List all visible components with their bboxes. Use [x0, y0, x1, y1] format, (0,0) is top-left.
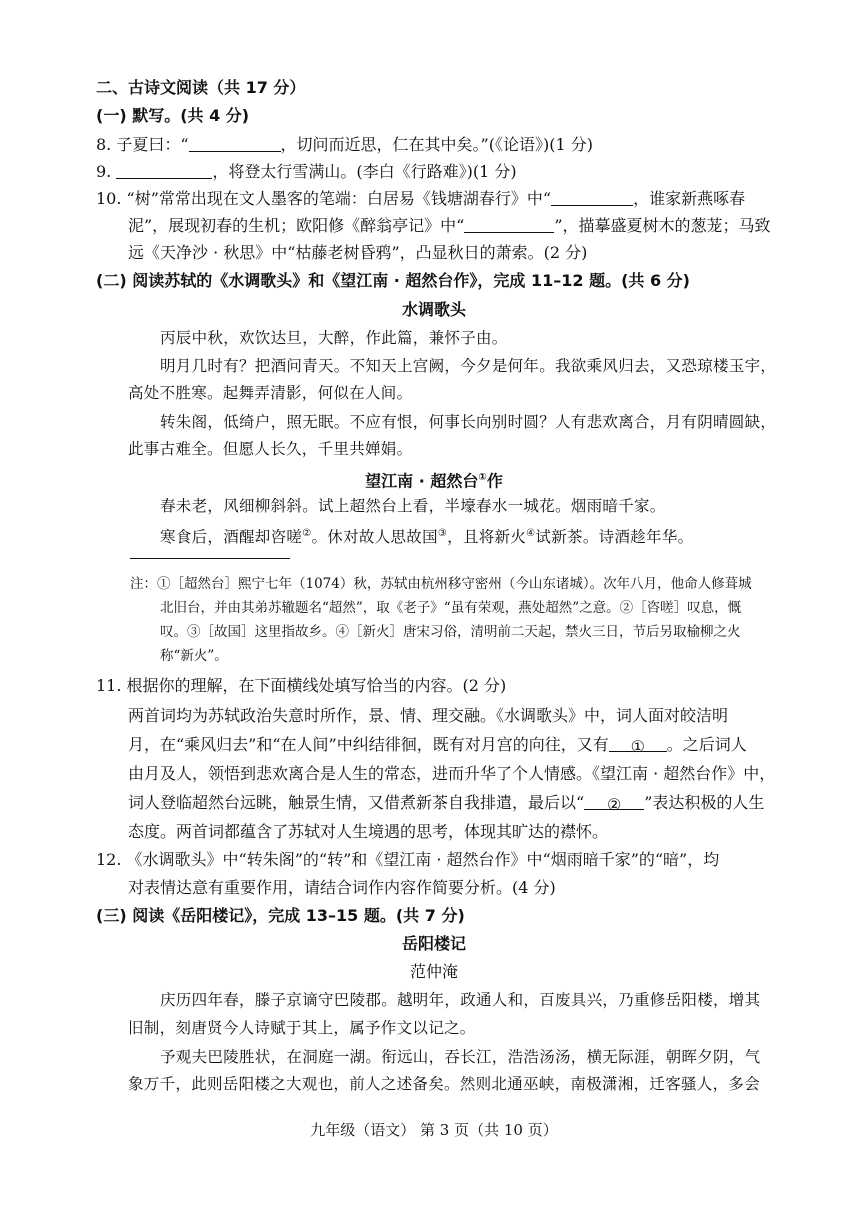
essay-line: 庆历四年春，滕子京谪守巴陵郡。越明年，政通人和，百废具兴，乃重修岳阳楼，增其 — [160, 991, 761, 1009]
q11-text: ”表达积极的人生 — [644, 793, 765, 812]
footnote-marker: ① — [478, 472, 487, 483]
q9-text: ，将登太行雪满山。(李白《行路难》)(1 分) — [212, 162, 517, 181]
footnote-marker: ② — [302, 528, 312, 539]
footnote-marker: ③ — [437, 528, 448, 539]
poem1-line: 高处不胜寒。起舞弄清影，何似在人间。 — [128, 384, 413, 402]
question-10-line2 — [128, 214, 792, 238]
q9-number: 9. — [96, 162, 112, 181]
poem2-text-d: 试新茶。诗酒趁年华。 — [535, 528, 694, 547]
q8-text-b: ，切问而近思，仁在其中矣。”(《论语》)(1 分) — [280, 135, 593, 154]
question-10-line3: 远《天净沙 · 秋思》中“枯藤老树昏鸦”，凸显秋日的萧索。(2 分) — [128, 243, 588, 262]
q11-paragraph-line: 两首词均为苏轼政治失意时所作，景、情、理交融。《水调歌头》中，词人面对皎洁明 — [128, 706, 729, 725]
q8-blank[interactable] — [189, 135, 281, 152]
poem1-title: 水调歌头 — [401, 300, 466, 319]
q10-text-c: 泥”，展现初春的生机；欧阳修《醉翁亭记》中“ — [128, 216, 465, 235]
q11-text: 。之后词人 — [666, 735, 747, 754]
footnote-marker: ④ — [526, 528, 536, 539]
q10-blank1[interactable] — [551, 189, 633, 206]
q10-text-b: ，谁家新燕啄春 — [633, 189, 746, 208]
poem2-title-text: 望江南 · 超然台 — [365, 471, 479, 491]
note-line: 叹。③［故国］这里指故乡。④［新火］唐宋习俗，清明前二天起，禁火三日，节后另取榆柳之火 — [160, 624, 741, 640]
notes-divider — [130, 558, 290, 559]
essay-line: 象万千，此则岳阳楼之大观也，前人之述备矣。然则北通巫峡，南极潇湘，迁客骚人，多会 — [128, 1075, 761, 1093]
essay-title: 岳阳楼记 — [401, 934, 466, 953]
poem2-text-b: 。休对故人思故国 — [311, 528, 438, 547]
poem2-line1: 春未老，风细柳斜斜。试上超然台上看，半壕春水一城花。烟雨暗千家。 — [160, 497, 666, 515]
part3-heading: (三) 阅读《岳阳楼记》，完成 13–15 题。(共 7 分) — [96, 906, 465, 925]
essay-line: 旧制，刻唐贤今人诗赋于其上，属予作文以记之。 — [128, 1019, 476, 1037]
poem1-line: 转朱阁，低绮户，照无眠。不应有恨，何事长向别时圆？人有悲欢离合，月有阴晴圆缺， — [160, 413, 777, 431]
q11-paragraph-line — [128, 733, 792, 757]
q11-text: 月，在“乘风归去”和“在人间”中纠结徘徊，既有对月宫的向往，又有 — [128, 735, 609, 754]
q10-blank2[interactable] — [464, 216, 554, 233]
part1-heading: (一) 默写。(共 4 分) — [96, 106, 250, 125]
q9-blank[interactable] — [116, 162, 212, 179]
poem1-preface: 丙辰中秋，欢饮达旦，大醉，作此篇，兼怀子由。 — [160, 329, 508, 347]
essay-line: 予观夫巴陵胜状，在洞庭一湖。衔远山，吞长江，浩浩汤汤，横无际涯，朝晖夕阴，气 — [160, 1048, 761, 1066]
poem2-line2 — [160, 522, 792, 549]
q11-blank-2[interactable]: ② — [584, 793, 644, 810]
section-title: 二、古诗文阅读（共 17 分） — [96, 78, 306, 97]
question-8 — [96, 133, 792, 157]
poem2-text-a: 寒食后，酒醒却咨嗟 — [160, 528, 303, 547]
note-line: 注：①［超然台］熙宁七年（1074）秋，苏轼由杭州移守密州（今山东诸城）。次年八月，他命人修葺城 — [130, 576, 752, 592]
poem2-text-c: ，且将新火 — [447, 528, 527, 547]
poem2-title-end: 作 — [486, 471, 503, 491]
poem1-line: 此事古难全。但愿人长久，千里共婵娟。 — [128, 440, 413, 458]
part2-heading: (二) 阅读苏轼的《水调歌头》和《望江南 · 超然台作》，完成 11–12 题。(共 6 分) — [96, 271, 690, 290]
q11-paragraph-line — [128, 791, 792, 815]
q10-text-d: ”，描摹盛夏树木的葱茏；马致 — [554, 216, 771, 235]
q11-paragraph-line: 由月及人，领悟到悲欢离合是人生的常态，进而升华了个人情感。《望江南 · 超然台作》中， — [128, 764, 776, 783]
essay-author: 范仲淹 — [409, 962, 458, 981]
question-12-line2: 对表情达意有重要作用，请结合词作内容作简要分析。(4 分) — [128, 878, 556, 897]
q10-text-a: 10. “树”常常出现在文人墨客的笔端：白居易《钱塘湖春行》中“ — [96, 189, 552, 208]
note-line: 称“新火”。 — [160, 648, 228, 664]
question-10-line1 — [96, 187, 792, 211]
poem2-title — [0, 466, 868, 493]
page-footer: 九年级（语文） 第 3 页（共 10 页） — [310, 1121, 558, 1139]
question-12-line1: 12. 《水调歌头》中“转朱阁”的“转”和《望江南 · 超然台作》中“烟雨暗千家”的“暗”，均 — [96, 850, 720, 869]
question-9 — [96, 160, 792, 184]
poem1-line: 明月几时有？把酒问青天。不知天上宫阙，今夕是何年。我欲乘风归去，又恐琼楼玉宇， — [160, 357, 777, 375]
q11-text: 词人登临超然台远眺，触景生情，又借煮新茶自我排遣，最后以“ — [128, 793, 585, 812]
q11-paragraph-line: 态度。两首词都蕴含了苏轼对人生境遇的思考，体现其旷达的襟怀。 — [128, 822, 609, 841]
q11-blank-1[interactable]: ① — [609, 735, 667, 752]
question-11-heading: 11. 根据你的理解，在下面横线处填写恰当的内容。(2 分) — [96, 676, 507, 695]
q8-text-a: 8. 子夏曰：“ — [96, 135, 189, 154]
note-line: 北旧台，并由其弟苏辙题名“超然”，取《老子》“虽有荣观，燕处超然”之意。②［咨嗟］叹息，慨 — [160, 600, 742, 616]
